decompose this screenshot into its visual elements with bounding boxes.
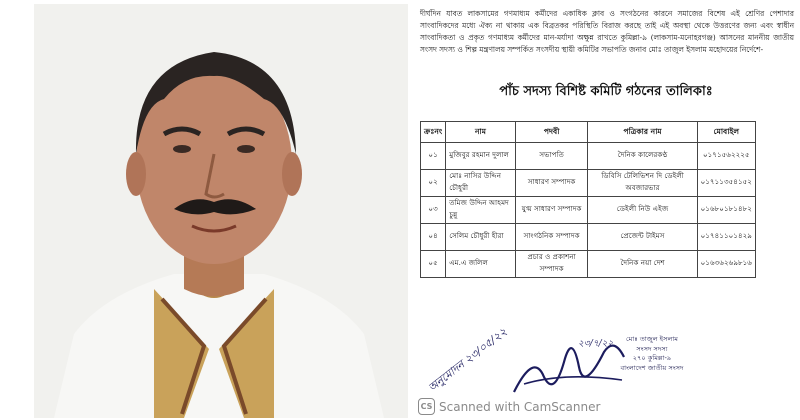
cell-name: সেলিম চৌধুরী হীরা <box>446 224 516 251</box>
cell-serial: ০২ <box>421 170 446 197</box>
cell-newspaper: দৈনিক নয়া দেশ <box>588 251 697 278</box>
committee-document <box>412 0 800 420</box>
stamp-line: ২৭০ কুমিল্লা-৯ <box>632 354 672 362</box>
cell-name: এম.এ জলিল <box>446 251 516 278</box>
portrait-photo <box>34 4 408 418</box>
cell-name: মুজিবুর রহমান দুলাল <box>446 143 516 170</box>
cell-serial: ০৫ <box>421 251 446 278</box>
approval-note-text: অনুমোদন ২৩/০৫/২২ <box>426 325 510 395</box>
header-serial: ক্রঃনং <box>421 122 446 143</box>
stamp-line: মোঃ তাজুল ইসলাম <box>626 335 678 343</box>
official-stamp <box>612 335 692 373</box>
watermark-text: Scanned with CamScanner <box>439 399 601 414</box>
cell-name: তমিজ উদ্দিন আহমদ চুন্নু <box>446 197 516 224</box>
cell-designation: সাধারণ সম্পাদক <box>515 170 588 197</box>
cell-designation: সভাপতি <box>515 143 588 170</box>
committee-table <box>420 121 756 278</box>
table-header-row <box>421 122 756 143</box>
camscanner-watermark <box>418 398 600 415</box>
table-row <box>421 170 756 197</box>
header-designation: পদবী <box>515 122 588 143</box>
intro-paragraph: দীর্ঘদিন যাবত লাকসামের গণমাধ্যম কর্মীদের একাধিক ক্লাব ও সংগঠনের কারনে সমাজের বিশেষ এই শ্রেণির পেশাদার সাংবাদিকদের মধ্যে ঐক্য না থাকায় এক বিব্রতকর পরিস্থিতি বিরাজ করছে তাই এই অবস্থা থেকে উত্তরণের জন্য এবং স্বাধীন সাংবাদিকতা ও প্রকৃত গণমাধ্যম কর্মীদের মান-মর্যাদা অক্ষুন্ন রাখতে কুমিল্লা-৯ (লাকসাম-মনোহরগঞ্জ) আসনের মাননীয় জাতীয় সংসদ সদস্য ও শিল্প মন্ত্রণালয় সম্পর্কিত সংসদীয় স্থায়ী কমিটির সভাপতি জনাব মোঃ তাজুল ইসলাম মহোদয়ের নির্দেশে- <box>420 9 794 54</box>
table-row <box>421 224 756 251</box>
cell-serial: ০৪ <box>421 224 446 251</box>
cell-mobile: ০১৬৩৬২৬৯৮১৬ <box>697 251 755 278</box>
cell-serial: ০১ <box>421 143 446 170</box>
cell-newspaper: দৈনিক কালেরকণ্ঠ <box>588 143 697 170</box>
cell-newspaper: ডিবিসি টেলিভিশন দি ডেইলী অবজারভার <box>588 170 697 197</box>
table-row <box>421 251 756 278</box>
document-heading: পাঁচ সদস্য বিশিষ্ট কমিটি গঠনের তালিকাঃ <box>499 84 713 99</box>
cell-mobile: ০১৬৮০১৮১৪৮২ <box>697 197 755 224</box>
cell-designation: যুগ্ম সাধারণ সম্পাদক <box>515 197 588 224</box>
cell-name: মোঃ নাসির উদ্দিন চৌধুরী <box>446 170 516 197</box>
cell-mobile: ০১৭১১৩৫৪১৫২ <box>697 170 755 197</box>
camscanner-icon: CS <box>418 398 435 415</box>
cell-mobile: ০১৭১৫৬২২২৫ <box>697 143 755 170</box>
cell-newspaper: ডেইলী নিউ এইজ <box>588 197 697 224</box>
cell-serial: ০৩ <box>421 197 446 224</box>
cell-designation: সাংগঠনিক সম্পাদক <box>515 224 588 251</box>
table-row <box>421 197 756 224</box>
header-name: নাম <box>446 122 516 143</box>
stamp-line: বাংলাদেশ জাতীয় সংসদ <box>620 363 684 372</box>
signature-date: ২৩/৭/২২ <box>578 339 614 349</box>
cell-designation: প্রচার ও প্রকাশনা সম্পাদক <box>515 251 588 278</box>
header-mobile: মোবাইল <box>697 122 755 143</box>
cell-newspaper: প্রেজেন্ট টাইমস <box>588 224 697 251</box>
header-newspaper: পত্রিকার নাম <box>588 122 697 143</box>
table-row <box>421 143 756 170</box>
stamp-line: সংসদ সদস্য <box>636 344 668 353</box>
portrait-illustration <box>34 4 408 418</box>
cell-mobile: ০১৭৪১১০১৪২৯ <box>697 224 755 251</box>
